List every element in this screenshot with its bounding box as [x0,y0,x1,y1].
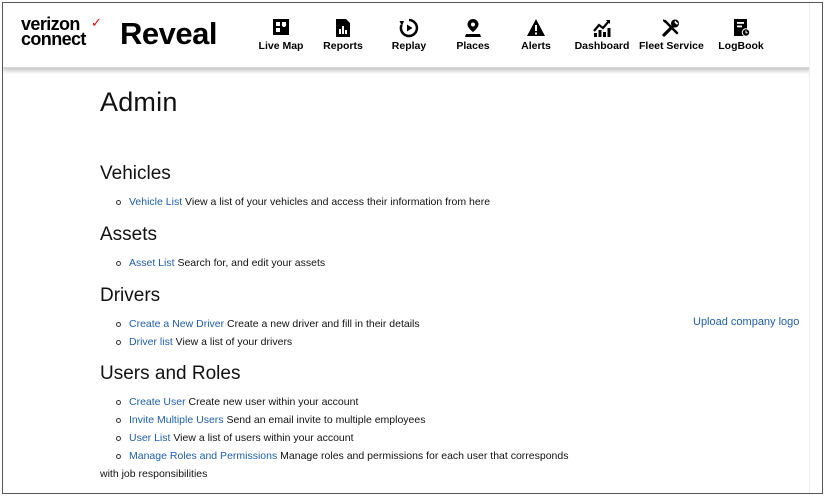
item-description: Create a new driver and fill in their details [227,318,420,330]
item-description: Send an email invite to multiple employees [226,414,426,426]
item-description: View a list of your drivers [175,336,293,348]
nav-live-map[interactable] [251,18,311,58]
nav-label: Places [456,40,490,52]
reveal-logo[interactable]: Reveal [120,16,217,51]
nav-dashboard[interactable] [572,18,632,58]
app-window [2,2,823,494]
list-item [100,193,580,211]
upload-company-logo-link[interactable]: Upload company logo [693,316,800,328]
alerts-icon [526,18,546,38]
verizon-connect-logo[interactable] [21,14,103,49]
list-item [100,315,580,333]
logbook-icon [731,18,751,38]
places-icon [463,18,483,38]
reports-icon [333,18,353,38]
wrench-icon [661,18,681,38]
replay-icon [399,18,419,38]
nav-label: Fleet Service [639,40,704,52]
main-content [3,3,811,493]
brand-line-1: verizon [21,14,80,34]
user-list-link[interactable]: User List [129,432,171,444]
list-item [100,393,570,411]
nav-reports[interactable] [318,18,368,58]
list-item [100,254,580,272]
asset-list-link[interactable]: Asset List [129,257,175,269]
dashboard-icon [592,18,612,38]
map-icon [271,18,291,38]
nav-label: LogBook [718,40,764,52]
driver-list-link[interactable]: Driver list [129,336,173,348]
vehicle-list-link[interactable]: Vehicle List [129,196,183,208]
users-roles-list [100,393,570,483]
section-title-assets: Assets [100,224,158,245]
drivers-list [100,315,580,351]
create-driver-link[interactable]: Create a New Driver [129,318,225,330]
list-item [100,411,570,429]
item-description: View a list of users within your account [173,432,354,444]
item-description: Search for, and edit your assets [177,257,326,269]
vehicles-list [100,193,580,211]
nav-places[interactable] [448,18,498,58]
item-description: Manage roles and permissions for each user that corresponds with job responsibilities [100,450,569,480]
top-navigation-bar [3,3,811,68]
nav-label: Dashboard [574,40,630,52]
vertical-scrollbar[interactable] [809,3,822,493]
section-title-vehicles: Vehicles [100,163,171,184]
nav-alerts[interactable] [513,18,559,58]
create-user-link[interactable]: Create User [129,396,186,408]
nav-label: Reports [323,40,363,52]
nav-logbook[interactable] [717,18,765,58]
list-item [100,333,580,351]
invite-multiple-users-link[interactable]: Invite Multiple Users [129,414,224,426]
list-item [100,429,570,447]
nav-fleet-service[interactable] [639,18,703,58]
nav-label: Replay [391,40,427,52]
section-title-users-roles: Users and Roles [100,363,241,384]
nav-label: Alerts [521,40,551,52]
manage-roles-permissions-link[interactable]: Manage Roles and Permissions [129,450,278,462]
page-title: Admin [100,87,178,117]
item-description: View a list of your vehicles and access their information from here [185,196,491,208]
brand-line-2: connect [21,29,86,49]
brand-check-mark: ✓ [91,15,102,30]
nav-label: Live Map [258,40,304,52]
nav-replay[interactable] [384,18,434,58]
assets-list [100,254,580,272]
item-description: Create new user within your account [188,396,359,408]
section-title-drivers: Drivers [100,285,161,306]
list-item [100,447,570,483]
